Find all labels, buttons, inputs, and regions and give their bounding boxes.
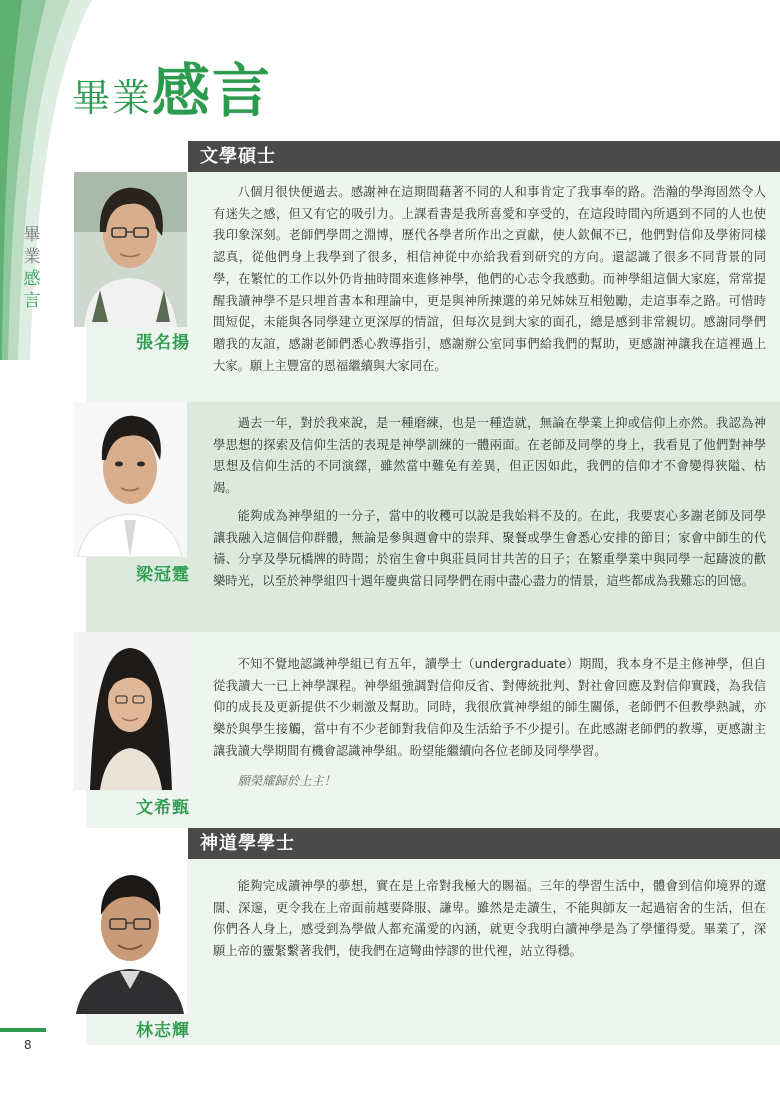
side-char: 言 bbox=[23, 291, 41, 311]
portrait-photo bbox=[74, 402, 187, 557]
portrait-photo bbox=[74, 859, 187, 1014]
person-name: 林志輝 bbox=[136, 1021, 190, 1041]
entry-paragraph: 過去一年，對於我來說，是一種磨練，也是一種造就，無論在學業上抑或信仰上亦然。我認為神學思想的探索及信仰生活的表現是神學訓練的一體兩面。在老師及同學的身上，我看見了他們對神學思想及信仰生活的不同演繹，雖然當中難免有差異，但正因如此，我們的信仰才不會變得狹隘、枯竭。 bbox=[213, 416, 766, 496]
entry-text bbox=[213, 876, 766, 969]
person-name: 張名揚 bbox=[136, 333, 190, 353]
entry-closing: 願榮耀歸於上主！ bbox=[237, 773, 336, 788]
person-name: 梁冠霆 bbox=[136, 565, 190, 585]
side-label bbox=[22, 224, 42, 312]
page-title-part1: 畢業 bbox=[72, 76, 153, 120]
page-title bbox=[72, 57, 273, 125]
portrait-photo bbox=[74, 172, 187, 327]
entry-paragraph: 不知不覺地認識神學組已有五年，讀學士（undergraduate）期間，我本身不是主修神學，但自從我讀大一已上神學課程。神學組強調對信仰反省、對傳統批判、對社會回應及對信仰實踐，為我信仰的成長及更新提供不少刺激及幫助。同時，我很欣賞神學組的師生關係，老師們不但教學熱誠，亦樂於與學生接觸，當中有不少老師對我信仰及生活給予不少提引。在此感謝老師們的教導，更感謝主讓我讀大學期間有機會認識神學組。盼望能繼續向各位老師及同學學習。 bbox=[213, 657, 766, 758]
entry-paragraph: 能夠成為神學組的一分子，當中的收穫可以說是我始料不及的。在此，我要衷心多謝老師及同學讓我融入這個信仰群體，無論是參與週會中的崇拜、聚餐或學生會悉心安排的節目；家會中師生的代禱、分享及學玩橋牌的時間；於宿生會中與莊員同甘共苦的日子；在繁重學業中與同學一起躊波的歡樂時光，以至於神學組四十週年慶典當日同學們在雨中盡心盡力的情景，這些都成為我難忘的回憶。 bbox=[213, 508, 766, 588]
entry-paragraph: 能夠完成讀神學的夢想，實在是上帝對我極大的賜福。三年的學習生活中，體會到信仰境界的遼闊、深邃，更令我在上帝面前越要降服、謙卑。雖然是走讀生，不能與師友一起過宿舍的生活，但在你們各人身上，感受到為學做人都充滿愛的內涵，就更令我明白讀神學是為了學懂得愛。畢業了，深願上帝的靈緊繫著我們，使我們在這彎曲悖謬的世代裡，站立得穩。 bbox=[213, 879, 766, 959]
section-heading-mdiv: 神道學學士 bbox=[188, 828, 780, 859]
page-number: 8 bbox=[24, 1038, 32, 1052]
entry-text bbox=[213, 182, 766, 383]
entry-text bbox=[213, 413, 766, 599]
person-name: 文希甄 bbox=[136, 798, 190, 818]
portrait-photo bbox=[74, 632, 187, 790]
footer-accent-line bbox=[0, 1028, 46, 1032]
side-char: 畢 bbox=[23, 225, 41, 245]
page-title-part2: 感言 bbox=[152, 57, 273, 125]
entry-text bbox=[213, 654, 766, 798]
section-heading-ma: 文學碩士 bbox=[188, 141, 780, 172]
entry-paragraph: 八個月很快便過去。感謝神在這期間藉著不同的人和事肯定了我事奉的路。浩瀚的學海固然令人有迷失之感，但又有它的吸引力。上課看書是我所喜愛和享受的，在這段時間內所遇到不同的人也使我印象深刻。老師們學問之淵博，歷代各學者所作出之貢獻，使人欽佩不已，他們對信仰及學術同樣認真，從他們身上我學到了很多，相信神從中亦給我看到研究的方向。還認識了很多不同背景的同學，在繁忙的工作以外仍肯抽時間來進修神學，他們的心志令我感動。而神學組這個大家庭，常常提醒我讀神學不是只埋首書本和理論中，更是與神所揀選的弟兄姊妹互相勉勵，走這事奉之路。可惜時間短促，未能與各同學建立更深厚的情誼，但每次見到大家的面孔，總是感到非常親切。感謝同學們贈我的友誼，感謝老師們悉心教導指引，感謝辦公室同事們給我們的幫助，更感謝神讓我在這裡過上大家。願上主豐富的恩福繼續與大家同在。 bbox=[213, 185, 766, 373]
side-char: 感 bbox=[23, 269, 41, 289]
side-char: 業 bbox=[23, 247, 41, 267]
